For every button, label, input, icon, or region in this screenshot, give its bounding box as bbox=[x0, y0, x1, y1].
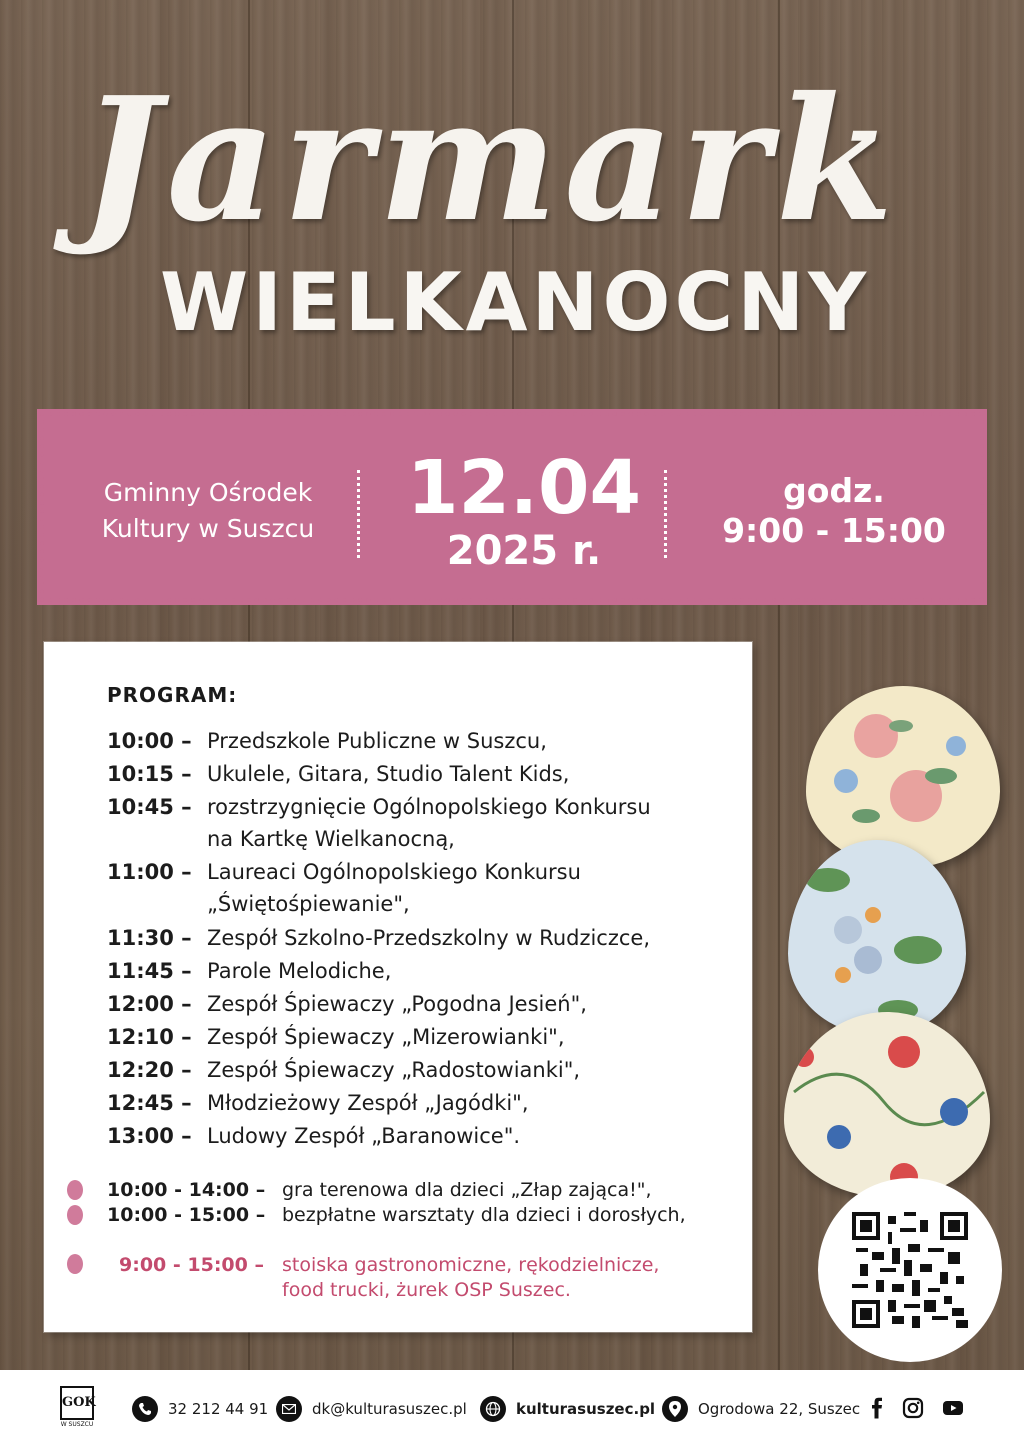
extra-text: bezpłatne warsztaty dla dzieci i dorosłych, bbox=[282, 1204, 686, 1226]
globe-icon bbox=[480, 1396, 506, 1422]
footer-address bbox=[662, 1395, 860, 1423]
email-icon bbox=[276, 1396, 302, 1422]
pink-dot-icon bbox=[67, 1205, 83, 1225]
pink-dot-icon bbox=[67, 1254, 83, 1274]
location-pin-icon bbox=[662, 1396, 688, 1422]
program-item bbox=[107, 1021, 747, 1053]
program-item bbox=[107, 1120, 747, 1152]
program-item bbox=[107, 922, 747, 954]
extra-item bbox=[107, 1203, 747, 1228]
gok-logo bbox=[60, 1386, 94, 1430]
program-text-line: rozstrzygnięcie Ogólnopolskiego Konkursu bbox=[207, 795, 651, 819]
program-time: 12:00 – bbox=[107, 992, 192, 1016]
program-item bbox=[107, 1087, 747, 1119]
banner-divider bbox=[357, 470, 360, 558]
program-item bbox=[107, 791, 747, 855]
phone-number: 32 212 44 91 bbox=[168, 1400, 269, 1418]
logo-subtitle: W SUSZCU bbox=[60, 1421, 94, 1428]
program-time: 12:10 – bbox=[107, 1025, 192, 1049]
program-text-line: na Kartkę Wielkanocną, bbox=[207, 827, 455, 851]
banner-divider bbox=[664, 470, 667, 558]
program-time: 10:00 – bbox=[107, 729, 192, 753]
program-text: Zespół Śpiewaczy „Pogodna Jesień", bbox=[207, 992, 587, 1016]
hours-block bbox=[684, 416, 984, 606]
event-banner bbox=[40, 412, 984, 602]
facebook-icon[interactable] bbox=[866, 1397, 888, 1419]
program-item bbox=[107, 988, 747, 1020]
event-year: 2025 r. bbox=[446, 528, 602, 574]
phone-icon bbox=[132, 1396, 158, 1422]
event-date: 12.04 bbox=[406, 445, 642, 531]
easter-egg-floral-blue bbox=[788, 840, 966, 1036]
program-text-line: „Świętośpiewanie", bbox=[207, 892, 410, 916]
program-text bbox=[207, 791, 727, 855]
pink-dot-icon bbox=[67, 1180, 83, 1200]
youtube-icon[interactable] bbox=[942, 1397, 964, 1419]
email-address: dk@kulturasuszec.pl bbox=[312, 1400, 467, 1418]
program-text: Ukulele, Gitara, Studio Talent Kids, bbox=[207, 762, 570, 786]
extra-text: gra terenowa dla dzieci „Złap zająca!", bbox=[282, 1179, 652, 1201]
extra-item bbox=[107, 1178, 747, 1203]
stalls-line: food trucki, żurek OSP Suszec. bbox=[282, 1279, 571, 1301]
title-main: WIELKANOCNY bbox=[160, 256, 871, 349]
program-time: 11:00 – bbox=[107, 860, 192, 884]
footer-phone[interactable] bbox=[132, 1395, 268, 1423]
venue-block bbox=[58, 416, 358, 606]
logo-mark: GOK bbox=[60, 1386, 94, 1420]
stalls-item bbox=[107, 1253, 747, 1303]
program-text-line: Laureaci Ogólnopolskiego Konkursu bbox=[207, 860, 581, 884]
program-text: Młodzieżowy Zespół „Jagódki", bbox=[207, 1091, 529, 1115]
program-item bbox=[107, 856, 747, 920]
program-card bbox=[44, 642, 752, 1332]
program-heading: PROGRAM: bbox=[107, 683, 238, 707]
program-time: 12:45 – bbox=[107, 1091, 192, 1115]
program-text: Zespół Szkolno-Przedszkolny w Rudziczce, bbox=[207, 926, 651, 950]
title-script: Jarmark bbox=[80, 60, 900, 260]
easter-egg-floral-pink bbox=[806, 686, 1000, 868]
easter-egg-folk-pattern bbox=[784, 1012, 990, 1198]
program-text bbox=[207, 856, 727, 920]
qr-code-badge[interactable] bbox=[818, 1178, 1002, 1362]
extra-time: 10:00 - 14:00 – bbox=[107, 1179, 266, 1201]
stalls-line: stoiska gastronomiczne, rękodzielnicze, bbox=[282, 1254, 660, 1276]
program-item bbox=[107, 725, 747, 757]
venue-line-2: Kultury w Suszcu bbox=[101, 514, 315, 543]
program-time: 11:30 – bbox=[107, 926, 192, 950]
hours-label: godz. bbox=[783, 471, 885, 510]
venue-line-1: Gminny Ośrodek bbox=[103, 478, 313, 507]
website-url: kulturasuszec.pl bbox=[516, 1400, 656, 1418]
street-address: Ogrodowa 22, Suszec bbox=[698, 1400, 861, 1418]
program-time: 13:00 – bbox=[107, 1124, 192, 1148]
egg-decoration bbox=[788, 840, 966, 1036]
stalls-time: 9:00 - 15:00 – bbox=[119, 1254, 264, 1276]
program-item bbox=[107, 1054, 747, 1086]
qr-code-icon bbox=[852, 1212, 968, 1328]
program-text: Parole Melodiche, bbox=[207, 959, 392, 983]
program-text: Ludowy Zespół „Baranowice". bbox=[207, 1124, 521, 1148]
program-time: 11:45 – bbox=[107, 959, 192, 983]
egg-decoration bbox=[806, 686, 1000, 868]
program-text: Zespół Śpiewaczy „Mizerowianki", bbox=[207, 1025, 565, 1049]
program-item bbox=[107, 955, 747, 987]
egg-decoration bbox=[784, 1012, 990, 1198]
instagram-icon[interactable] bbox=[902, 1397, 924, 1419]
program-time: 10:15 – bbox=[107, 762, 192, 786]
program-time: 10:45 – bbox=[107, 795, 192, 819]
footer-website[interactable] bbox=[480, 1395, 655, 1423]
hours-value: 9:00 - 15:00 bbox=[722, 511, 946, 550]
stalls-text bbox=[282, 1253, 742, 1303]
program-text: Przedszkole Publiczne w Suszcu, bbox=[207, 729, 547, 753]
program-time: 12:20 – bbox=[107, 1058, 192, 1082]
extra-time: 10:00 - 15:00 – bbox=[107, 1204, 266, 1226]
program-item bbox=[107, 758, 747, 790]
program-text: Zespół Śpiewaczy „Radostowianki", bbox=[207, 1058, 581, 1082]
footer-email[interactable] bbox=[276, 1395, 467, 1423]
date-block bbox=[384, 416, 664, 606]
